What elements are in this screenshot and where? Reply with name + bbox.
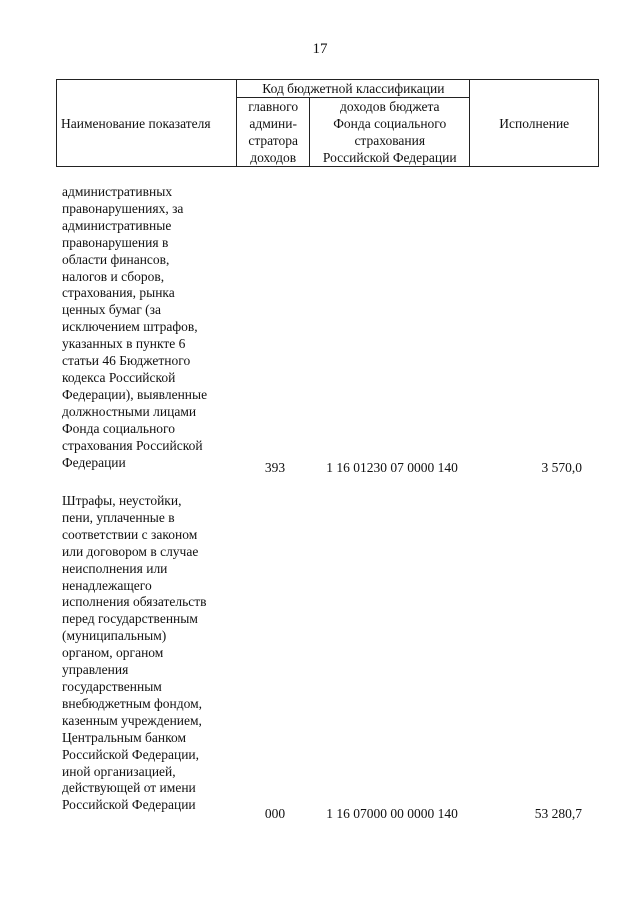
row-admin-code: 393 — [264, 460, 286, 475]
column-header-fund-revenues: доходов бюджета Фонда социального страхования Российской Федерации — [310, 98, 470, 167]
row-description: Штрафы, неустойки, пени, уплаченные в соответствии с законом или договором в случае неисполнения или ненадлежащего исполнения обязательств перед государственным (муниципальным) органом, органом управления государственным внебюджетным фондом, казенным учреждением, Центральным банком Российской Федерации, иной организацией, действующей от имени Российской Федерации — [62, 493, 207, 813]
column-header-chief-administrator: главного админи- стратора доходов — [237, 98, 310, 167]
row-execution: 53 280,7 — [534, 806, 582, 821]
page-number: 17 — [312, 41, 328, 57]
column-header-name: Наименование показателя — [57, 80, 237, 167]
column-header-execution: Исполнение — [470, 80, 599, 167]
row-execution: 3 570,0 — [541, 460, 582, 475]
table-row — [62, 493, 602, 833]
row-revenue-code: 1 16 01230 07 0000 140 — [326, 460, 458, 475]
row-admin-code: 000 — [264, 806, 286, 821]
table-header — [56, 79, 599, 167]
column-header-budget-classification: Код бюджетной классификации — [237, 80, 470, 98]
row-description: административных правонарушениях, за административные правонарушения в области финансов, налогов и сборов, страхования, рынка ценных бумаг (за исключением штрафов, указанных в пункте 6 статьи 46 Бюджетного кодекса Российской Федерации), выявленные должностными лицами Фонда социального страхования Российской Федерации — [62, 184, 208, 470]
table-row — [62, 184, 602, 484]
row-revenue-code: 1 16 07000 00 0000 140 — [326, 806, 458, 821]
